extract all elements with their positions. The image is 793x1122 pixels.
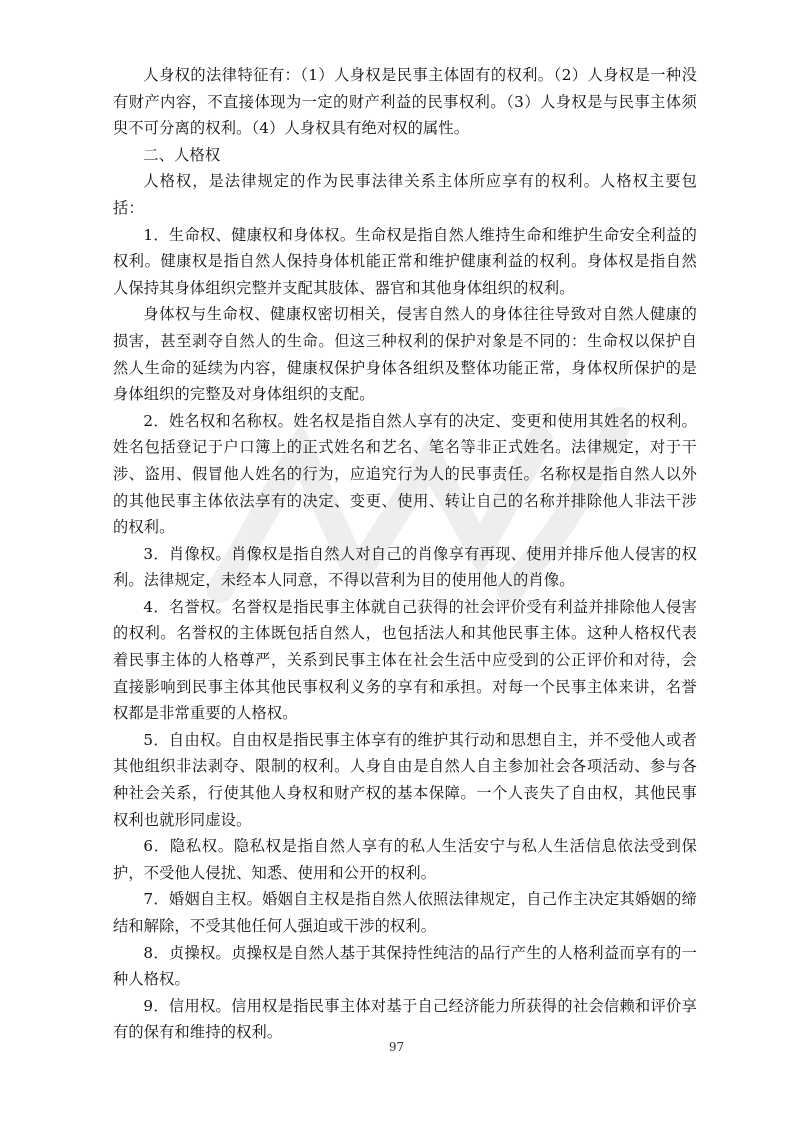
section-heading-personality-rights: 二、人格权 [143, 145, 221, 164]
paragraph-privacy-right: 6．隐私权。隐私权是指自然人享有的私人生活安宁与私人生活信息依法受到保护，不受他人侵扰、知悉、使用和公开的权利。 [113, 837, 697, 882]
paragraph-life-health-body: 1．生命权、健康权和身体权。生命权是指自然人维持生命和维护生命安全利益的权利。健康权是指自然人保持身体机能正常和维护健康利益的权利。身体权是指自然人保持其身体组织完整并支配其肢体、器官和其他身体组织的权利。 [113, 225, 697, 297]
paragraph-chastity-right: 8．贞操权。贞操权是自然人基于其保持性纯洁的品行产生的人格利益而享有的一种人格权。 [113, 943, 697, 989]
paragraph-personality-rights-intro: 人格权，是法律规定的作为民事法律关系主体所应享有的权利。人格权主要包括： [113, 172, 697, 217]
paragraph-credit-right: 9．信用权。信用权是指民事主体对基于自己经济能力所获得的社会信赖和评价享有的保有和维持的权利。 [113, 996, 697, 1042]
paragraph-portrait-right: 3．肖像权。肖像权是指自然人对自己的肖像享有再现、使用并排斥他人侵害的权利。法律规定，未经本人同意，不得以营利为目的使用他人的肖像。 [113, 544, 697, 590]
paragraph-name-right: 2．姓名权和名称权。姓名权是指自然人享有的决定、变更和使用其姓名的权利。姓名包括登记于户口簿上的正式姓名和艺名、笔名等非正式姓名。法律规定，对于干涉、盗用、假冒他人姓名的行为，应追究行为人的民事责任。名称权是指自然人以外的其他民事主体依法享有的决定、变更、使用、转让自己的名称并排除他人非法干涉的权利。 [113, 411, 697, 537]
paragraph-legal-features: 人身权的法律特征有：（1）人身权是民事主体固有的权利。（2）人身权是一种没有财产内容，不直接体现为一定的财产利益的民事权利。（3）人身权是与民事主体须臾不可分离的权利。（4）人身权具有绝对权的属性。 [113, 66, 697, 138]
document-body [113, 62, 697, 1046]
paragraph-marriage-right: 7．婚姻自主权。婚姻自主权是指自然人依照法律规定，自己作主决定其婚姻的缔结和解除，不受其他任何人强迫或干涉的权利。 [113, 890, 697, 935]
paragraph-body-right-relation: 身体权与生命权、健康权密切相关，侵害自然人的身体往往导致对自然人健康的损害，甚至剥夺自然人的生命。但这三种权利的保护对象是不同的：生命权以保护自然人生命的延续为内容，健康权保护身体各组织及整体功能正常，身体权所保护的是身体组织的完整及对身体组织的支配。 [113, 305, 697, 404]
page-number: 97 [388, 1040, 405, 1054]
paragraph-freedom-right: 5．自由权。自由权是指民事主体享有的维护其行动和思想自主，并不受他人或者其他组织非法剥夺、限制的权利。人身自由是自然人自主参加社会各项活动、参与各种社会关系，行使其他人身权和财产权的基本保障。一个人丧失了自由权，其他民事权利也就形同虚设。 [113, 730, 697, 829]
paragraph-reputation-right: 4．名誉权。名誉权是指民事主体就自己获得的社会评价受有利益并排除他人侵害的权利。名誉权的主体既包括自然人，也包括法人和其他民事主体。这种人格权代表着民事主体的人格尊严，关系到民事主体在社会生活中应受到的公正评价和对待，会直接影响到民事主体其他民事权利义务的享有和承担。对每一个民事主体来讲，名誉权都是非常重要的人格权。 [113, 597, 697, 723]
